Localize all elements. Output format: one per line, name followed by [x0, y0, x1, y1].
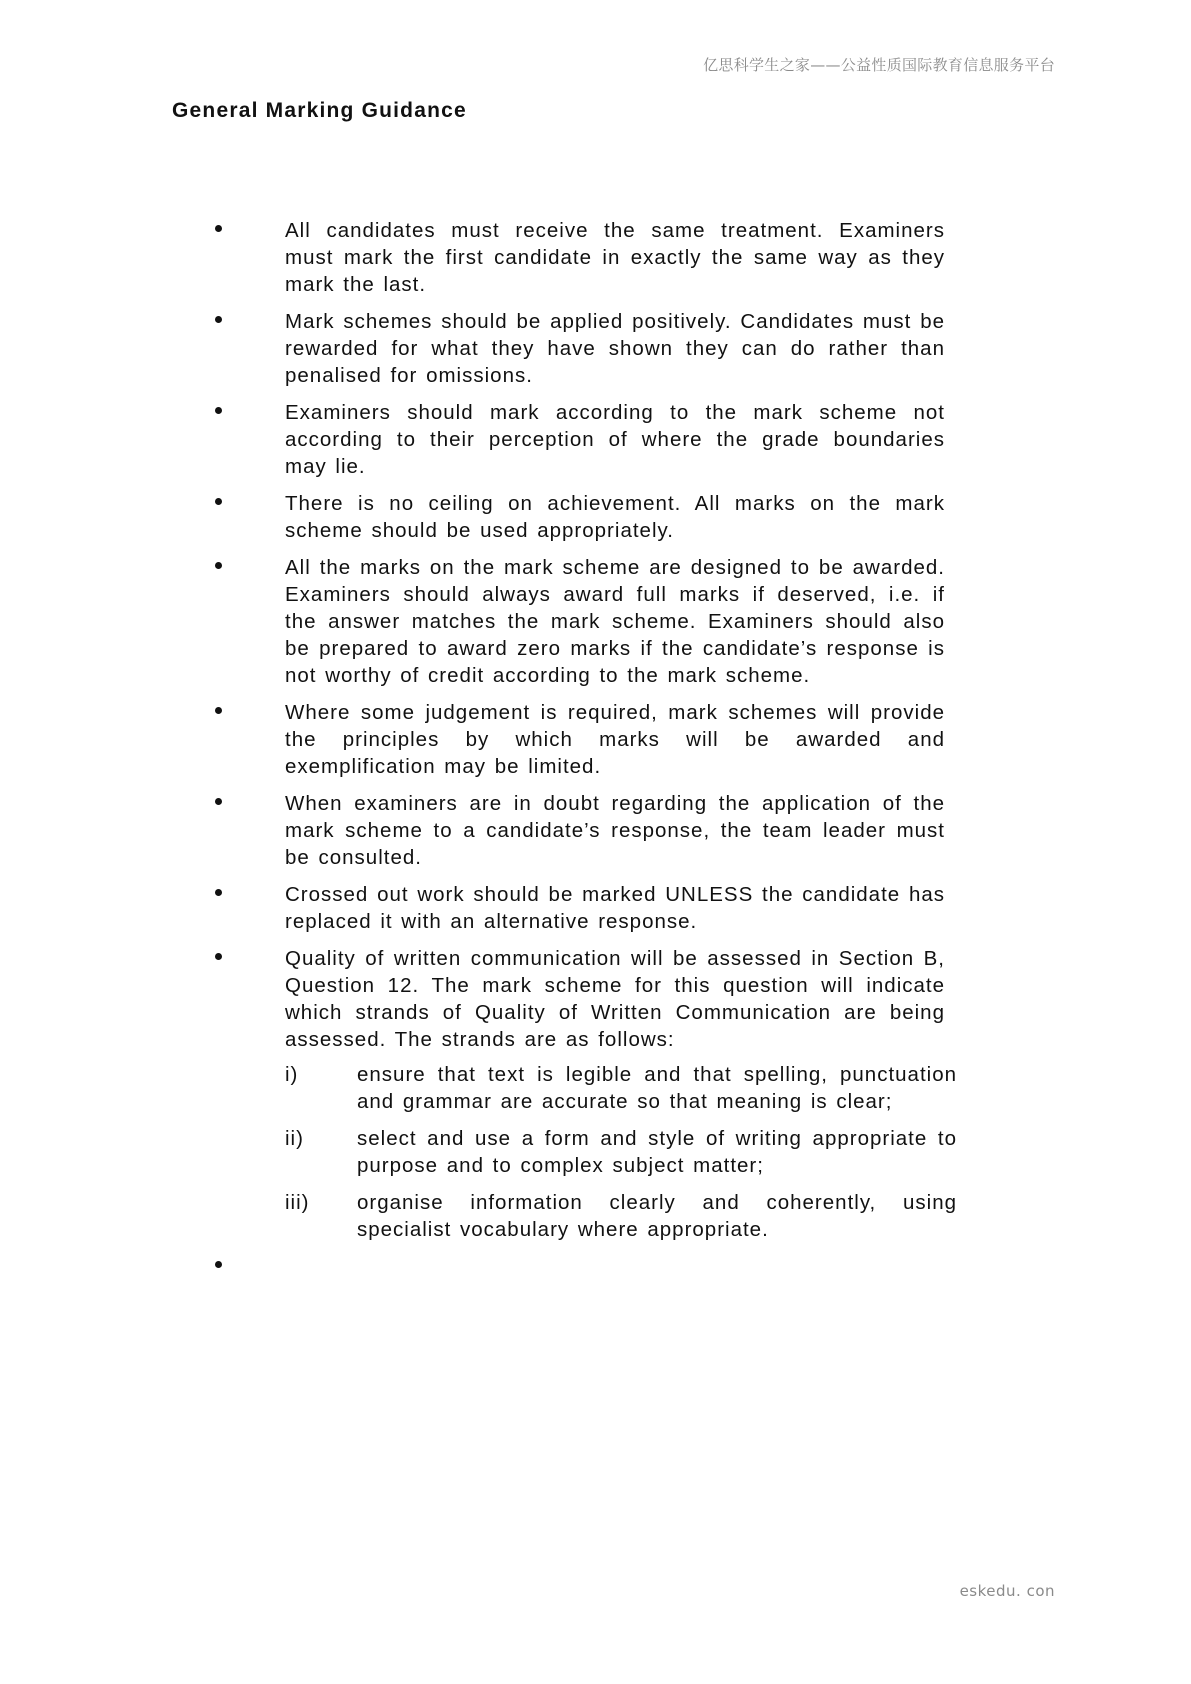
list-item — [205, 699, 945, 780]
bullet-icon — [215, 562, 222, 569]
bullet-icon — [215, 498, 222, 505]
bullet-icon — [215, 1261, 222, 1268]
strands-list — [285, 1061, 957, 1243]
footer-site: eskedu. con — [959, 1582, 1055, 1600]
list-item — [205, 217, 945, 298]
strand-item — [285, 1125, 957, 1179]
guidance-text: Quality of written communication will be assessed in Section B, Question 12. The mark scheme for this question will indicate which strands of Quality of Written Communication are being assessed. The strands are as follows: — [285, 947, 945, 1051]
bullet-icon — [215, 953, 222, 960]
guidance-list — [205, 217, 957, 1290]
list-item — [205, 554, 945, 689]
guidance-text: Examiners should mark according to the mark scheme not according to their perception of where the grade boundaries may lie. — [285, 401, 945, 478]
strand-item — [285, 1061, 957, 1115]
strand-text: organise information clearly and coherently, using specialist vocabulary where appropriate. — [357, 1191, 957, 1241]
strand-text: ensure that text is legible and that spelling, punctuation and grammar are accurate so that meaning is clear; — [357, 1063, 957, 1113]
bullet-icon — [215, 225, 222, 232]
guidance-text: All the marks on the mark scheme are designed to be awarded. Examiners should always award full marks if deserved, i.e. if the answer matches the mark scheme. Examiners should also be prepared to award zero marks if the candidate’s response is not worthy of credit according to the mark scheme. — [285, 556, 945, 687]
bullet-icon — [215, 316, 222, 323]
guidance-text: Crossed out work should be marked UNLESS the candidate has replaced it with an alternative response. — [285, 883, 945, 933]
strand-number: ii) — [285, 1127, 304, 1150]
strand-text: select and use a form and style of writing appropriate to purpose and to complex subject matter; — [357, 1127, 957, 1177]
empty-guidance-text — [285, 1253, 945, 1280]
strand-item — [285, 1189, 957, 1243]
guidance-text: All candidates must receive the same treatment. Examiners must mark the first candidate in exactly the same way as they mark the last. — [285, 219, 945, 296]
list-item — [205, 790, 945, 871]
strand-number: iii) — [285, 1191, 310, 1214]
list-item — [205, 308, 945, 389]
bullet-icon — [215, 798, 222, 805]
list-item — [205, 881, 945, 935]
guidance-text: Mark schemes should be applied positively. Candidates must be rewarded for what they have shown they can do rather than penalised for omissions. — [285, 310, 945, 387]
guidance-text: When examiners are in doubt regarding the application of the mark scheme to a candidate’s response, the team leader must be consulted. — [285, 792, 945, 869]
page-title: General Marking Guidance — [172, 99, 467, 122]
strand-number: i) — [285, 1063, 299, 1086]
bullet-icon — [215, 889, 222, 896]
list-item — [205, 490, 945, 544]
guidance-text: Where some judgement is required, mark schemes will provide the principles by which marks will be awarded and exemplification may be limited. — [285, 701, 945, 778]
list-item — [205, 945, 957, 1243]
bullet-icon — [215, 407, 222, 414]
list-item-empty — [205, 1253, 945, 1280]
list-item — [205, 399, 945, 480]
header-watermark: 亿思科学生之家——公益性质国际教育信息服务平台 — [703, 56, 1055, 74]
bullet-icon — [215, 707, 222, 714]
guidance-text: There is no ceiling on achievement. All marks on the mark scheme should be used appropriately. — [285, 492, 945, 542]
